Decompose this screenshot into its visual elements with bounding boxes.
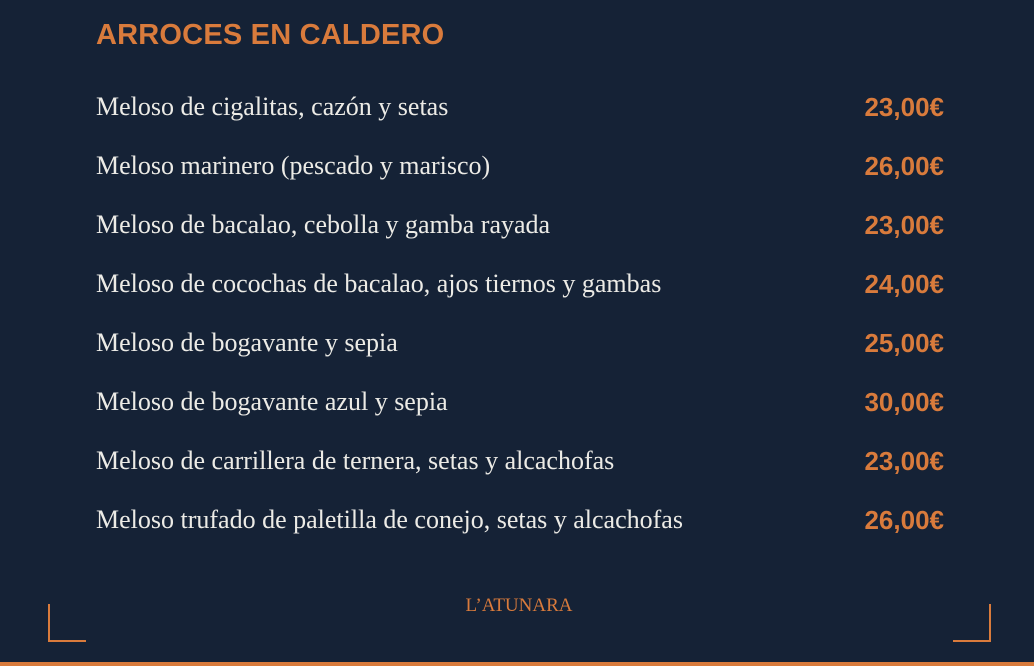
menu-item	[96, 324, 944, 383]
menu-item-price: 23,00€	[864, 210, 944, 240]
menu-item-name: Meloso de cocochas de bacalao, ajos tiernos y gambas	[96, 269, 662, 298]
menu-item	[96, 383, 944, 442]
menu-item-name: Meloso trufado de paletilla de conejo, setas y alcachofas	[96, 505, 683, 534]
section-title: ARROCES EN CALDERO	[96, 19, 445, 51]
menu-item-name: Meloso de bogavante azul y sepia	[96, 387, 448, 416]
menu-item	[96, 206, 944, 265]
menu-item	[96, 442, 944, 501]
menu-list	[96, 88, 944, 560]
corner-bracket-right	[953, 604, 991, 642]
menu-item-name: Meloso de cigalitas, cazón y setas	[96, 92, 449, 121]
menu-item-price: 30,00€	[864, 387, 944, 417]
menu-item-name: Meloso marinero (pescado y marisco)	[96, 151, 491, 180]
menu-item-price: 25,00€	[864, 328, 944, 358]
menu-item-price: 26,00€	[864, 505, 944, 535]
footer-brand: L’ATUNARA	[465, 595, 573, 616]
menu-item	[96, 88, 944, 147]
menu-item-price: 24,00€	[864, 269, 944, 299]
menu-item	[96, 147, 944, 206]
menu-item-price: 26,00€	[864, 151, 944, 181]
bottom-divider	[0, 662, 1034, 666]
menu-item-name: Meloso de bogavante y sepia	[96, 328, 398, 357]
menu-item-name: Meloso de bacalao, cebolla y gamba rayada	[96, 210, 551, 239]
menu-item	[96, 265, 944, 324]
menu-item-name: Meloso de carrillera de ternera, setas y alcachofas	[96, 446, 615, 475]
menu-item-price: 23,00€	[864, 446, 944, 476]
menu-item	[96, 501, 944, 560]
menu-item-price: 23,00€	[864, 92, 944, 122]
